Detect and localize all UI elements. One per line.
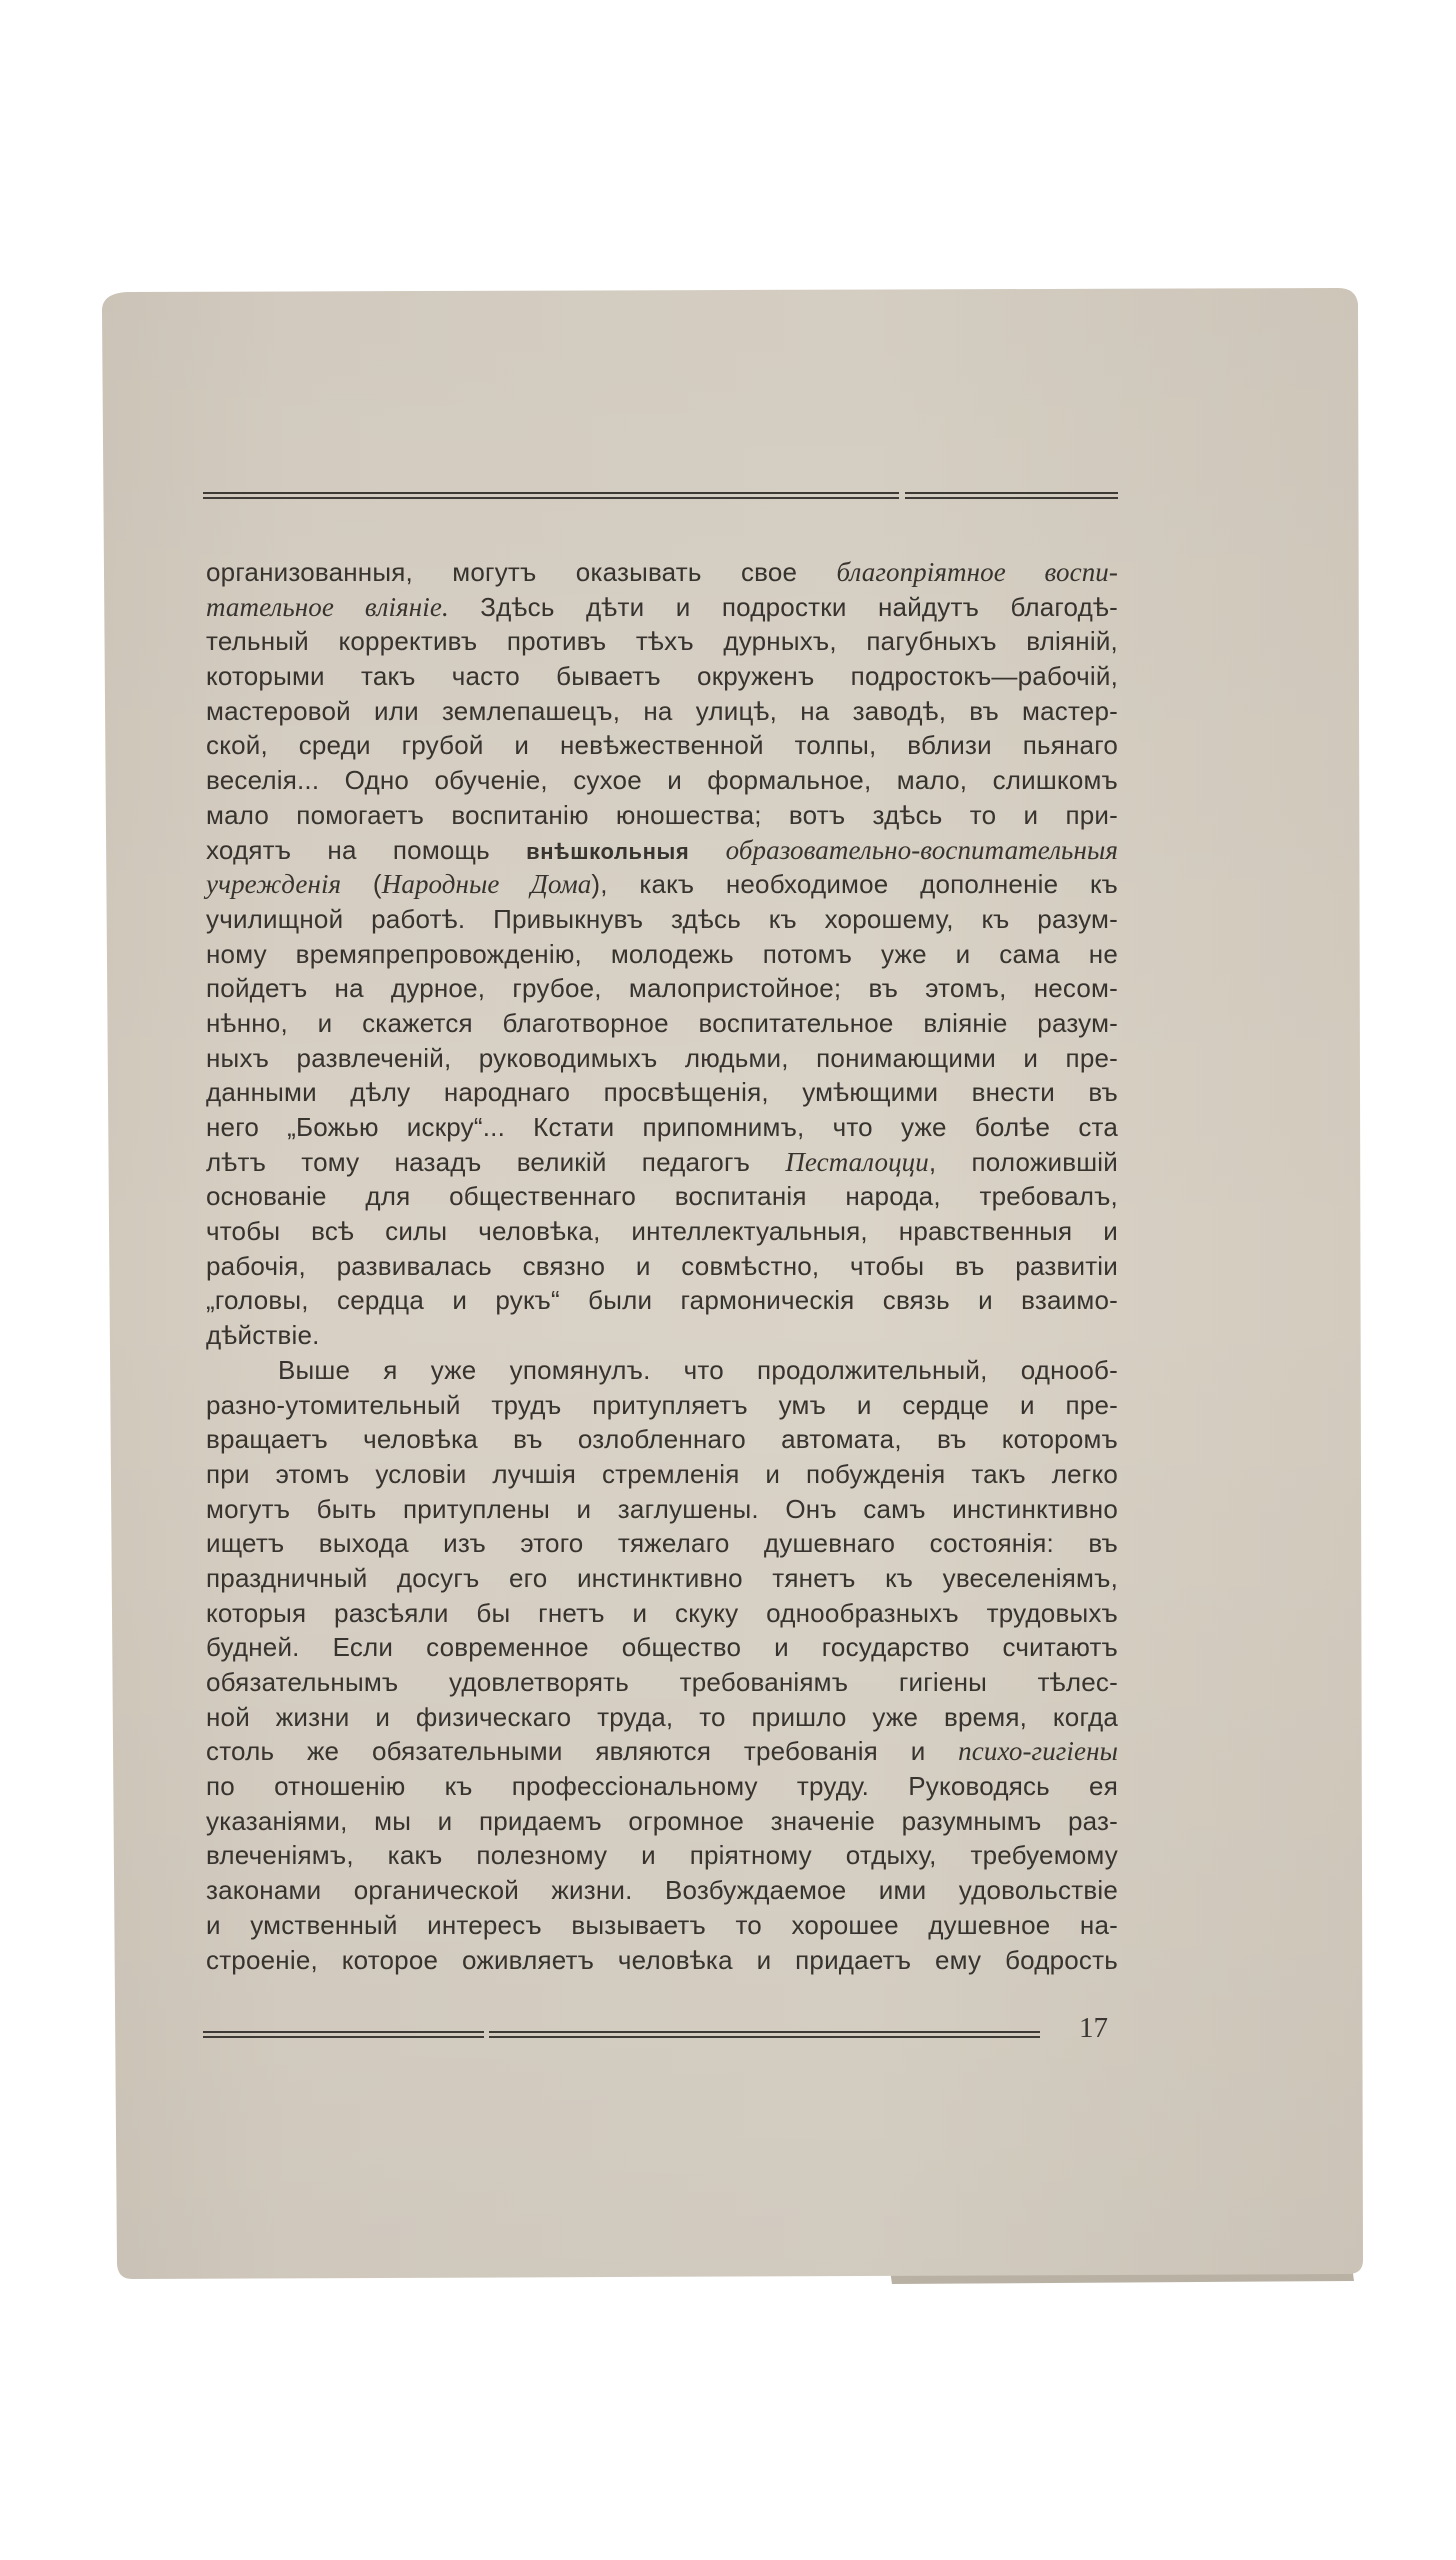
top-rule-right [905, 492, 1118, 499]
text-line [206, 1388, 1118, 1423]
italic-text: образовательно-воспитательныя [725, 834, 1118, 865]
text-line [206, 1700, 1118, 1735]
text-line [206, 971, 1118, 1006]
text-line [206, 1179, 1118, 1214]
text-line [206, 1145, 1118, 1180]
text-line [206, 1006, 1118, 1041]
text-segment: Выше я уже упомянулъ. что продолжительный, однооб- [278, 1354, 1118, 1385]
text-line [206, 1838, 1118, 1873]
text-segment: указаніями, мы и придаемъ огромное значеніе разумнымъ раз- [206, 1805, 1118, 1836]
text-line [206, 1353, 1118, 1388]
text-segment: ), какъ необходимое дополненіе къ [591, 869, 1118, 900]
italic-text: Песталоцци [785, 1146, 929, 1177]
text-segment: Здѣсь дѣти и подростки найдутъ благодѣ- [448, 591, 1118, 622]
bottom-rule-left [203, 2031, 484, 2038]
text-segment: основаніе для общественнаго воспитанія народа, требовалъ, [206, 1181, 1118, 1212]
text-segment: „головы, сердца и рукъ“ были гармоническія связь и взаимо- [206, 1285, 1118, 1316]
text-line [206, 1422, 1118, 1457]
text-line [206, 1769, 1118, 1804]
italic-text: Народные Дома [381, 869, 592, 900]
text-line [206, 590, 1118, 625]
text-segment: ныхъ развлеченій, руководимыхъ людьми, понимающими и пре- [206, 1042, 1118, 1073]
text-line [206, 1249, 1118, 1284]
text-line [206, 659, 1118, 694]
text-segment: которыя разсѣяли бы гнетъ и скуку однообразныхъ трудовыхъ [206, 1597, 1118, 1628]
text-segment: организованныя, могутъ оказывать свое [206, 557, 837, 587]
text-line [206, 1804, 1118, 1839]
text-segment: ной жизни и физическаго труда, то пришло уже время, когда [206, 1701, 1118, 1732]
text-line [206, 1283, 1118, 1318]
text-segment: могутъ быть притуплены и заглушены. Онъ самъ инстинктивно [206, 1493, 1118, 1524]
body-text [206, 555, 1118, 1977]
text-segment: данными дѣлу народнаго просвѣщенія, умѣющими внести въ [206, 1077, 1118, 1108]
top-rule-left [203, 492, 899, 499]
text-line [206, 1492, 1118, 1527]
page-number: 17 [1079, 2012, 1108, 2044]
text-line [206, 1457, 1118, 1492]
text-line [206, 1561, 1118, 1596]
text-line [206, 1596, 1118, 1631]
text-segment: ному времяпрепровожденію, молодежь потомъ уже и сама не [206, 938, 1118, 969]
text-segment: вращаетъ человѣка въ озлобленнаго автомата, въ которомъ [206, 1424, 1118, 1455]
italic-text: благопріятное воспи- [836, 557, 1118, 587]
text-line [206, 937, 1118, 972]
text-line [206, 798, 1118, 833]
text-line [206, 1318, 1118, 1353]
text-segment: обязательнымъ удовлетворять требованіямъ гигіены тѣлес- [206, 1667, 1118, 1697]
text-line [206, 1041, 1118, 1076]
text-line [206, 763, 1118, 798]
text-segment: рабочія, развивалась связно и совмѣстно, чтобы въ развитіи [206, 1250, 1118, 1281]
text-line [206, 1665, 1118, 1700]
text-line [206, 694, 1118, 729]
text-segment: будней. Если современное общество и государство считаютъ [206, 1632, 1118, 1663]
text-segment: чтобы всѣ силы человѣка, интеллектуальныя, нравственныя и [206, 1216, 1118, 1247]
text-line [206, 1734, 1118, 1769]
text-segment: по отношенію къ профессіональному труду. Руководясь ея [206, 1771, 1118, 1802]
text-segment: ищетъ выхода изъ этого тяжелаго душевнаго состоянія: въ [206, 1528, 1118, 1559]
text-segment: ской, среди грубой и невѣжественной толпы, вблизи пьянаго [206, 730, 1118, 761]
text-line [206, 1075, 1118, 1110]
text-segment: законами органической жизни. Возбуждаемое ими удовольствіе [206, 1875, 1118, 1906]
text-line [206, 1214, 1118, 1249]
text-segment: училищной работѣ. Привыкнувъ здѣсь къ хорошему, къ разум- [206, 903, 1118, 934]
italic-text: тательное вліяніе. [206, 591, 449, 622]
text-line [206, 1908, 1118, 1943]
text-line [206, 1630, 1118, 1665]
text-segment: при этомъ условіи лучшія стремленія и побужденія такъ легко [206, 1458, 1118, 1489]
text-segment: ( [341, 869, 382, 900]
text-line [206, 1526, 1118, 1561]
text-segment: праздничный досугъ его инстинктивно тянетъ къ увеселеніямъ, [206, 1562, 1118, 1593]
text-segment: столь же обязательными являются требованія и [206, 1736, 959, 1767]
text-segment: мало помогаетъ воспитанію юношества; вотъ здѣсь то и при- [206, 799, 1118, 830]
text-line [206, 1943, 1118, 1978]
text-line [206, 1110, 1118, 1145]
text-line [206, 555, 1118, 590]
text-segment: которыми такъ часто бываетъ окруженъ подростокъ—рабочій, [206, 661, 1118, 692]
italic-text: учрежденія [206, 869, 342, 900]
bold-text: внѣшкольныя [526, 838, 690, 864]
text-line [206, 902, 1118, 937]
text-segment: строеніе, которое оживляетъ человѣка и придаетъ ему бодрость [206, 1944, 1118, 1975]
italic-text: психо-гигіены [958, 1736, 1118, 1767]
text-segment: нѣнно, и скажется благотворное воспитательное вліяніе разум- [206, 1007, 1118, 1038]
text-segment: ходятъ на помощь [206, 834, 527, 865]
text-line [206, 1873, 1118, 1908]
text-line [206, 728, 1118, 763]
text-segment: влеченіямъ, какъ полезному и пріятному отдыху, требуемому [206, 1840, 1118, 1871]
bottom-rule-right [489, 2031, 1040, 2038]
text-line [206, 833, 1118, 868]
text-segment: него „Божью искру“... Кстати припомнимъ, что уже болѣе ста [206, 1112, 1118, 1142]
text-segment: тельный коррективъ противъ тѣхъ дурныхъ, пагубныхъ вліяній, [206, 626, 1118, 657]
text-segment: лѣтъ тому назадъ великій педагогъ [206, 1146, 786, 1177]
text-segment [689, 835, 725, 865]
text-segment: мастеровой или землепашецъ, на улицѣ, на заводѣ, въ мастер- [206, 695, 1118, 726]
text-line [206, 867, 1118, 902]
text-segment: разно-утомительный трудъ притупляетъ умъ и сердце и пре- [206, 1389, 1118, 1420]
text-segment: и умственный интересъ вызываетъ то хорошее душевное на- [206, 1909, 1118, 1940]
text-segment: веселія... Одно обученіе, сухое и формальное, мало, слишкомъ [206, 765, 1118, 796]
text-line [206, 624, 1118, 659]
text-segment: пойдетъ на дурное, грубое, малопристойное; въ этомъ, несом- [206, 973, 1118, 1004]
text-segment: дѣйствіе. [206, 1320, 320, 1351]
text-segment: , положившій [928, 1146, 1118, 1177]
